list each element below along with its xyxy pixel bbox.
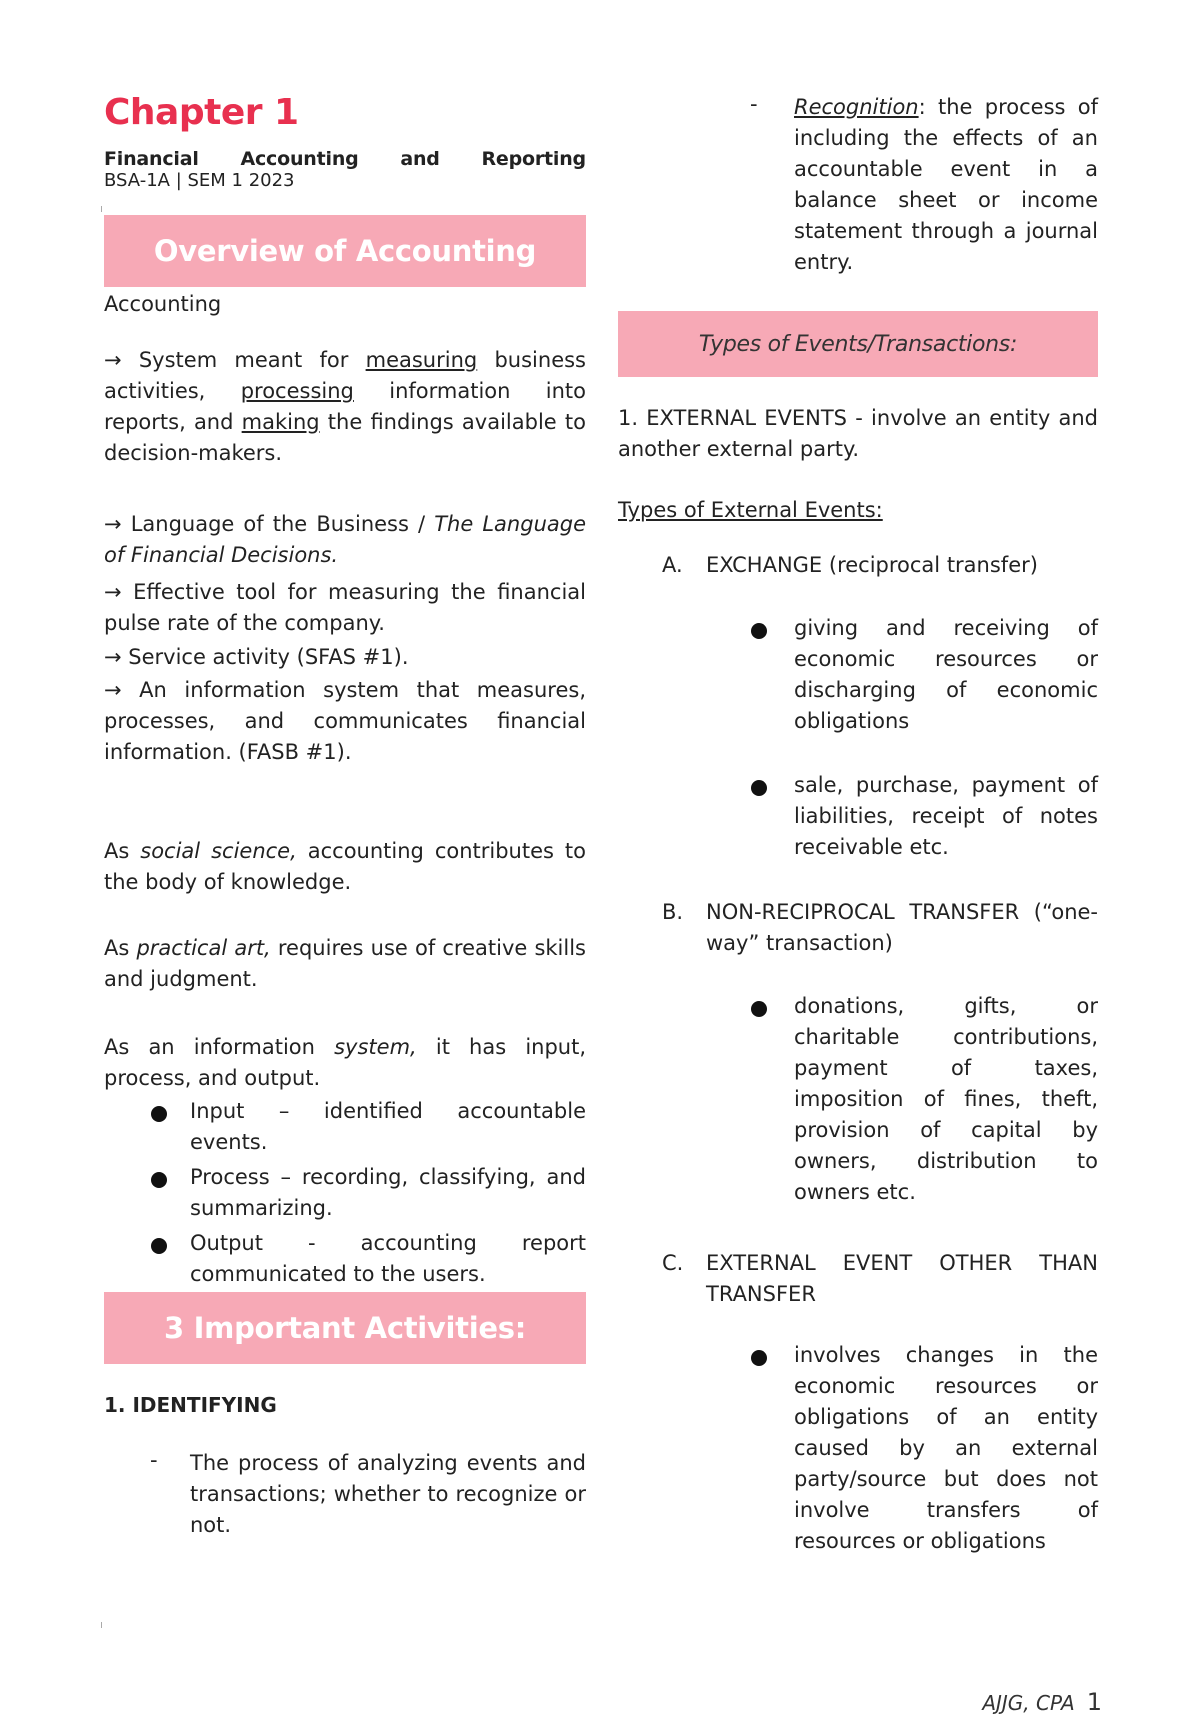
definition-tool: → Effective tool for measuring the financial pulse rate of the company. xyxy=(104,580,586,635)
margin-mark xyxy=(101,206,102,212)
dash-marker: - xyxy=(150,1448,158,1472)
bullet-icon xyxy=(751,1350,767,1366)
list-item: Process – recording, classifying, and summarizing. xyxy=(190,1165,586,1220)
subject-word: Accounting xyxy=(240,148,359,170)
exchange-heading: EXCHANGE (reciprocal transfer) xyxy=(706,553,1038,577)
page-footer xyxy=(982,1688,1102,1716)
list-item: giving and receiving of economic resources or discharging of economic obligations xyxy=(794,616,1098,733)
social-science-text: As social science, accounting contributes to the body of knowledge. xyxy=(104,839,586,894)
definition-system: → System meant for measuring business activities, processing information into reports, and making the findings available to decision-makers. xyxy=(104,348,587,465)
list-marker: C. xyxy=(662,1251,684,1275)
recognition-definition: Recognition: the process of including the effects of an accountable event in a balance sheet or income statement through a journal entry. xyxy=(794,95,1098,274)
list-item: involves changes in the economic resources or obligations of an entity caused by an external party/source but does not involve transfers of resources or obligations xyxy=(794,1343,1098,1553)
subject-word: Reporting xyxy=(481,148,586,170)
dash-marker: - xyxy=(750,92,758,116)
chapter-title: Chapter 1 xyxy=(104,92,299,133)
bullet-icon xyxy=(751,1001,767,1017)
bullet-icon xyxy=(151,1172,167,1188)
types-external-heading: Types of External Events: xyxy=(618,498,883,522)
non-reciprocal-heading: NON-RECIPROCAL TRANSFER (“one-way” transaction) xyxy=(706,900,1098,955)
types-of-events-heading: Types of Events/Transactions: xyxy=(618,311,1098,377)
section-heading-activities: 3 Important Activities: xyxy=(104,1292,586,1364)
section-heading-overview: Overview of Accounting xyxy=(104,215,586,287)
other-than-transfer-heading: EXTERNAL EVENT OTHER THAN TRANSFER xyxy=(706,1251,1098,1306)
course-meta: BSA-1A | SEM 1 2023 xyxy=(104,170,295,191)
subject-word: and xyxy=(400,148,440,170)
bullet-icon xyxy=(151,1238,167,1254)
identifying-heading: 1. IDENTIFYING xyxy=(104,1393,277,1417)
external-events-text: 1. EXTERNAL EVENTS - involve an entity and another external party. xyxy=(618,406,1098,461)
definition-service: → Service activity (SFAS #1). xyxy=(104,645,409,669)
list-item: Output - accounting report communicated to the users. xyxy=(190,1231,586,1286)
definition-information-system: → An information system that measures, processes, and communicates financial information. (FASB #1). xyxy=(104,678,586,764)
subject-title xyxy=(104,148,586,170)
list-marker: B. xyxy=(662,900,684,924)
identifying-description: The process of analyzing events and transactions; whether to recognize or not. xyxy=(190,1451,586,1537)
bullet-icon xyxy=(151,1106,167,1122)
bullet-icon xyxy=(751,780,767,796)
accounting-label: Accounting xyxy=(104,292,222,316)
list-item: sale, purchase, payment of liabilities, receipt of notes receivable etc. xyxy=(794,773,1098,859)
subject-word: Financial xyxy=(104,148,199,170)
list-item: Input – identified accountable events. xyxy=(190,1099,586,1154)
page-number: 1 xyxy=(1086,1688,1102,1716)
footer-author: AJJG, CPA xyxy=(982,1691,1075,1715)
list-item: donations, gifts, or charitable contributions, payment of taxes, imposition of fines, theft, provision of capital by owners, distribution to owners etc. xyxy=(794,994,1098,1204)
information-system-text: As an information system, it has input, process, and output. xyxy=(104,1035,587,1090)
list-marker: A. xyxy=(662,553,683,577)
margin-mark xyxy=(101,1622,102,1628)
bullet-icon xyxy=(751,623,767,639)
practical-art-text: As practical art, requires use of creative skills and judgment. xyxy=(104,936,586,991)
definition-language: → Language of the Business / The Language of Financial Decisions. xyxy=(104,512,586,567)
